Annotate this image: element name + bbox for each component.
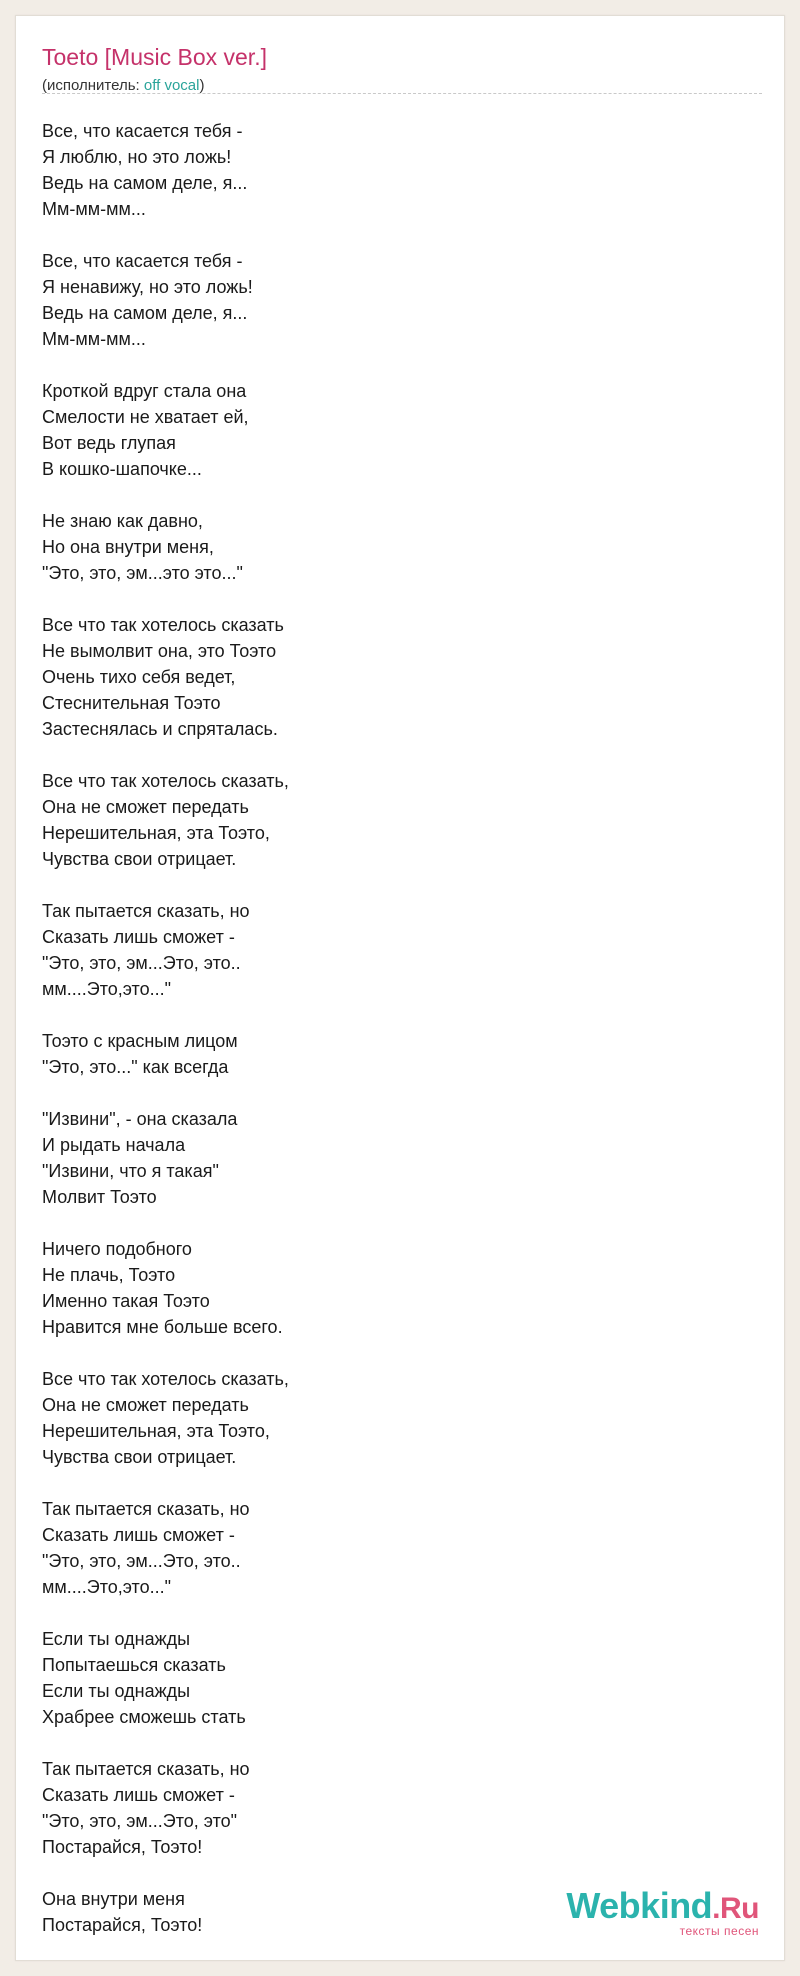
lyrics-stanza [42, 612, 289, 742]
lyrics-stanza [42, 898, 289, 1002]
lyric-line: Именно такая Тоэто [42, 1291, 210, 1311]
logo-wordmark [566, 1887, 759, 1928]
lyric-line: Постарайся, Тоэто! [42, 1915, 203, 1935]
lyric-line: И рыдать начала [42, 1135, 186, 1155]
lyric-line: Кроткой вдруг стала она [42, 381, 247, 401]
lyric-line: Чувства свои отрицает. [42, 1447, 237, 1467]
lyric-line: Ведь на самом деле, я... [42, 173, 248, 193]
lyric-line: Все что так хотелось сказать, [42, 1369, 289, 1389]
lyric-line: Не знаю как давно, [42, 511, 203, 531]
lyrics-stanza [42, 118, 289, 222]
lyrics-stanza [42, 1756, 289, 1860]
lyric-line: Постарайся, Тоэто! [42, 1837, 203, 1857]
lyric-line: Но она внутри меня, [42, 537, 214, 557]
lyric-line: Стеснительная Тоэто [42, 693, 221, 713]
lyric-line: Сказать лишь сможет - [42, 1785, 235, 1805]
lyric-line: "Это, это, эм...это это..." [42, 563, 243, 583]
lyric-line: Ничего подобного [42, 1239, 192, 1259]
lyric-line: Застеснялась и спряталась. [42, 719, 278, 739]
lyric-line: Смелости не хватает ей, [42, 407, 249, 427]
lyrics-stanza [42, 768, 289, 872]
lyric-line: Молвит Тоэто [42, 1187, 157, 1207]
lyric-line: мм....Это,это..." [42, 979, 171, 999]
logo-main-text: Webkind [566, 1885, 713, 1926]
lyric-line: Если ты однажды [42, 1681, 191, 1701]
lyric-line: Все что так хотелось сказать, [42, 771, 289, 791]
lyric-line: мм....Это,это..." [42, 1577, 171, 1597]
lyric-line: "Это, это, эм...Это, это" [42, 1811, 238, 1831]
logo-tagline: тексты песен [679, 1924, 759, 1938]
lyric-line: Нерешительная, эта Тоэто, [42, 1421, 270, 1441]
lyric-line: Сказать лишь сможет - [42, 1525, 235, 1545]
logo-suffix: .Ru [712, 1892, 759, 1925]
lyric-line: "Извини, что я такая" [42, 1161, 219, 1181]
lyrics-stanza [42, 1496, 289, 1600]
lyric-line: Она не сможет передать [42, 1395, 249, 1415]
title-divider [42, 93, 762, 94]
lyric-line: Все что так хотелось сказать [42, 615, 284, 635]
lyrics-card [15, 15, 785, 1961]
lyric-line: Она не сможет передать [42, 797, 249, 817]
artist-link[interactable]: off vocal [143, 77, 200, 94]
lyric-line: Я люблю, но это ложь! [42, 147, 232, 167]
song-title: Toeto [Music Box ver.] [42, 44, 267, 70]
lyrics-stanza [42, 508, 289, 586]
lyrics-stanza [42, 1106, 289, 1210]
lyrics-text [42, 118, 289, 1964]
site-logo[interactable] [566, 1887, 759, 1938]
lyric-line: Все, что касается тебя - [42, 251, 243, 271]
lyric-line: Не вымолвит она, это Тоэто [42, 641, 277, 661]
lyric-line: Тоэто с красным лицом [42, 1031, 238, 1051]
lyric-line: Попытаешься сказать [42, 1655, 226, 1675]
artist-line [42, 77, 204, 94]
lyric-line: Все, что касается тебя - [42, 121, 243, 141]
lyrics-stanza [42, 1366, 289, 1470]
lyrics-stanza [42, 1886, 289, 1938]
lyric-line: Нравится мне больше всего. [42, 1317, 283, 1337]
lyrics-stanza [42, 1028, 289, 1080]
lyric-line: Ведь на самом деле, я... [42, 303, 248, 323]
lyric-line: В кошко-шапочке... [42, 459, 202, 479]
lyric-line: Мм-мм-мм... [42, 329, 146, 349]
lyric-line: "Это, это..." как всегда [42, 1057, 229, 1077]
lyric-line: Не плачь, Тоэто [42, 1265, 176, 1285]
lyric-line: Храбрее сможешь стать [42, 1707, 246, 1727]
lyrics-stanza [42, 1626, 289, 1730]
lyric-line: Мм-мм-мм... [42, 199, 146, 219]
lyric-line: "Извини", - она сказала [42, 1109, 238, 1129]
lyric-line: Так пытается сказать, но [42, 901, 250, 921]
artist-prefix: (исполнитель: [42, 77, 144, 94]
lyric-line: Чувства свои отрицает. [42, 849, 237, 869]
lyric-line: Так пытается сказать, но [42, 1499, 250, 1519]
lyric-line: Если ты однажды [42, 1629, 191, 1649]
lyric-line: Вот ведь глупая [42, 433, 176, 453]
lyrics-stanza [42, 1236, 289, 1340]
lyric-line: Сказать лишь сможет - [42, 927, 235, 947]
lyric-line: Я ненавижу, но это ложь! [42, 277, 253, 297]
lyric-line: Нерешительная, эта Тоэто, [42, 823, 270, 843]
lyric-line: Она внутри меня [42, 1889, 185, 1909]
lyrics-stanza [42, 378, 289, 482]
lyric-line: "Это, это, эм...Это, это.. [42, 953, 241, 973]
lyric-line: Очень тихо себя ведет, [42, 667, 236, 687]
artist-suffix: ) [199, 77, 205, 94]
lyrics-stanza [42, 248, 289, 352]
lyric-line: "Это, это, эм...Это, это.. [42, 1551, 241, 1571]
lyric-line: Так пытается сказать, но [42, 1759, 250, 1779]
